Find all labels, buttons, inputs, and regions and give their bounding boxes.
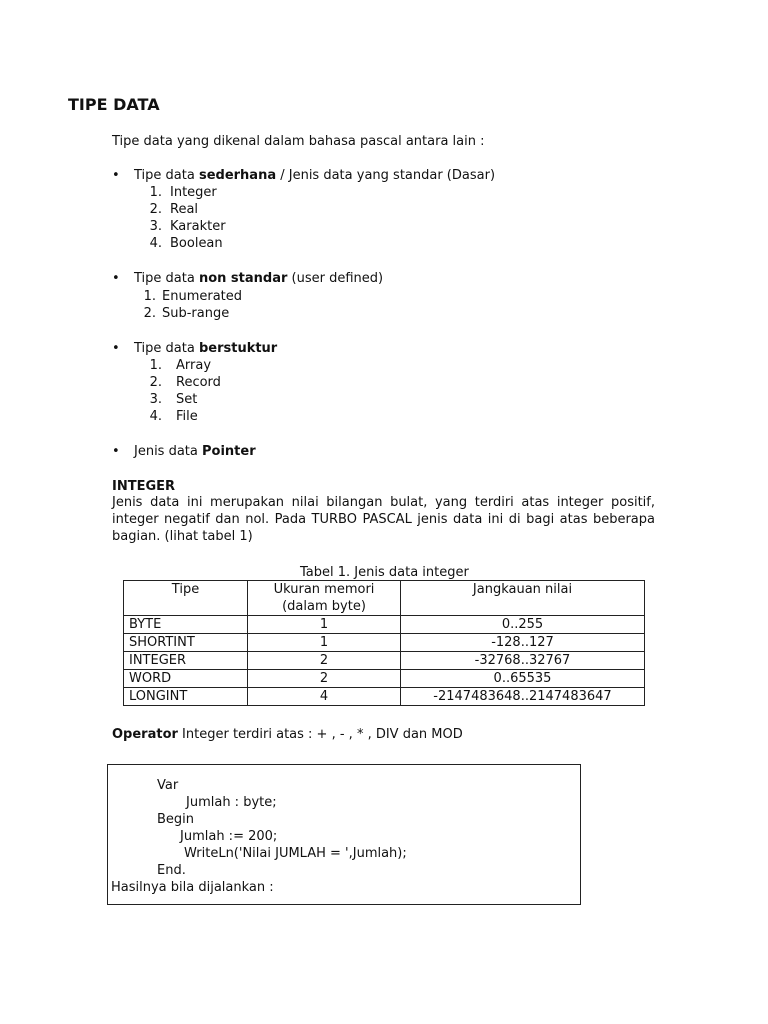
- table-cell: INTEGER: [124, 652, 248, 670]
- list-item: 4. Boolean: [149, 236, 223, 251]
- table-cell: -32768..32767: [401, 652, 645, 670]
- bullet-dot: •: [112, 444, 120, 459]
- bullet-dot: •: [112, 168, 120, 183]
- table-cell: SHORTINT: [124, 634, 248, 652]
- bullet-bold: berstuktur: [198, 341, 278, 356]
- code-line: Var: [157, 778, 179, 793]
- table-row: [124, 688, 645, 706]
- list-item: 2. Record: [149, 375, 221, 390]
- table-row: [124, 616, 645, 634]
- integer-table: [123, 580, 645, 706]
- operator-bold: Operator: [112, 727, 178, 742]
- table-cell: WORD: [124, 670, 248, 688]
- list-item: 2. Sub-range: [143, 306, 230, 321]
- list-item: 1. Array: [149, 358, 212, 373]
- list-item: 1. Integer: [149, 185, 217, 200]
- bullet-pointer: • Jenis data Pointer: [112, 444, 256, 459]
- table-cell: BYTE: [124, 616, 248, 634]
- column-header: Tipe: [124, 581, 248, 616]
- section-heading: INTEGER: [112, 479, 176, 494]
- list-item: 3. Karakter: [149, 219, 226, 234]
- bullet-bold: sederhana: [198, 168, 277, 183]
- table-cell: -2147483648..2147483647: [401, 688, 645, 706]
- list-item: 2. Real: [149, 202, 199, 217]
- table-cell: -128..127: [401, 634, 645, 652]
- bullet-dot: •: [112, 271, 120, 286]
- table-cell: 0..65535: [401, 670, 645, 688]
- code-line: Begin: [157, 812, 195, 827]
- code-line: Jumlah : byte;: [186, 795, 277, 810]
- table-row: [124, 652, 645, 670]
- bullet-dot: •: [112, 341, 120, 356]
- bullet-bold: Pointer: [202, 444, 256, 459]
- table-row: [124, 670, 645, 688]
- section-paragraph: Jenis data ini merupakan nilai bilangan bulat, yang terdiri atas integer positif, integer negatif dan nol. Pada TURBO PASCAL jenis data ini di bagi atas beberapa bagian. (lihat tabel 1): [112, 495, 655, 544]
- table-row: [124, 634, 645, 652]
- list-item: 3. Set: [149, 392, 198, 407]
- table-cell: LONGINT: [124, 688, 248, 706]
- table-cell: 1: [248, 616, 401, 634]
- column-header: Jangkauan nilai: [401, 581, 645, 616]
- table-header-row: [124, 581, 645, 616]
- table-cell: 2: [248, 670, 401, 688]
- table-cell: 0..255: [401, 616, 645, 634]
- list-item: 1. Enumerated: [143, 289, 243, 304]
- column-header: Ukuran memori (dalam byte): [248, 581, 401, 616]
- page-title: TIPE DATA: [68, 95, 160, 114]
- list-item: 4. File: [149, 409, 198, 424]
- bullet-sederhana: • Tipe data sederhana / Jenis data yang standar (Dasar): [112, 168, 496, 183]
- code-line: WriteLn('Nilai JUMLAH = ',Jumlah);: [184, 846, 407, 861]
- table-cell: 2: [248, 652, 401, 670]
- table-caption: Tabel 1. Jenis data integer: [300, 565, 469, 580]
- code-line: Jumlah := 200;: [180, 829, 278, 844]
- operator-text: Operator Integer terdiri atas : + , - , * , DIV dan MOD: [112, 727, 463, 742]
- bullet-berstuktur: • Tipe data berstuktur: [112, 341, 278, 356]
- intro-text: Tipe data yang dikenal dalam bahasa pascal antara lain :: [112, 134, 485, 149]
- code-box: [107, 764, 581, 905]
- code-line: Hasilnya bila dijalankan :: [111, 880, 274, 895]
- bullet-non-standar: • Tipe data non standar (user defined): [112, 271, 384, 286]
- code-line: End.: [157, 863, 186, 878]
- bullet-bold: non standar: [198, 271, 288, 286]
- table-cell: 1: [248, 634, 401, 652]
- table-cell: 4: [248, 688, 401, 706]
